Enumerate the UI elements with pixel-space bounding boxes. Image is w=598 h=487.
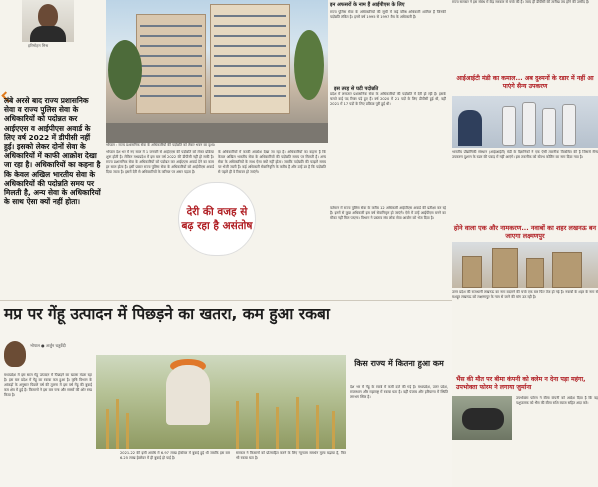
wheat-text-2: देश भर में गेंहू के रकबे में कमी दर्ज की गई है। मध्यप्रदेश, उत्तर प्रदेश, राजस्थान और महाराष्ट्र में रकबा घटा है। वहीं पंजाब और हरियाणा में स्थिति लगभग स्थिर है। xyxy=(350,385,448,399)
iit-story-text: भारतीय प्रौद्योगिकी संस्थान (आईआईटी) मंडी के वैज्ञानिकों ने एक ऐसी तकनीक विकसित की है जिससे सैन्य उपकरण दुश्मन के रडार की पकड़ में नहीं आएंगे। इस तकनीक को स्टेल्थ कोटिंग का नाम दिया गया है। xyxy=(452,150,598,159)
photo-caption: भोपाल : राज्य प्रशासनिक सेवा के अधिकारियों की पदोन्नति को लेकर भवन का दृश्य। xyxy=(106,143,216,147)
defense-photo xyxy=(452,96,598,148)
sidebar-text-1: राज्य पुलिस सेवा के अधिकारियों की सूची में कई वरिष्ठ अधिकारी शामिल हैं जिनकी पदोन्नति लंबित है। इनमें वर्ष 1995 से 1997 बैच के अधिकारी हैं। xyxy=(330,10,446,19)
state-subhead: किस राज्य में कितना हुआ कम xyxy=(354,359,444,368)
wheat-story xyxy=(0,300,452,487)
columnist-photo xyxy=(22,0,74,42)
pull-quote: लंबे अरसे बाद राज्य प्रशासनिक सेवा व राज्य पुलिस सेवा के अधिकारियों को पदोन्नत कर आईएएस व आईपीएस अवार्ड के लिए वर्ष 2022 में डीपीसी नहीं हुई। इसको लेकर दोनों सेवा के अधिकारियों में काफी आक्रोश देखा जा रहा है। अधिकारियों का कहना है कि केवल अखिल भारतीय सेवा के अधिकारियों की पदोन्नति समय पर मिलती है, अन्य सेवा के अधिकारियों के साथ ऐसा क्यों नहीं होता। xyxy=(4,96,101,207)
buffalo-story-text: उपभोक्ता फोरम ने बीमा कंपनी को आदेश दिया है कि वह पशुपालक को भैंस की बीमा राशि ब्याज सहित अदा करे। xyxy=(516,396,598,405)
wheat-headline: मप्र पर गेंहू उत्पादन में पिछड़ने का खतरा, कम हुआ रकबा xyxy=(4,305,330,323)
sidebar-subhead-2: इस तरह से घटी पदोन्नति xyxy=(334,86,379,92)
farmer-illustration xyxy=(96,355,346,449)
building-photo xyxy=(106,0,328,143)
callout-text: देरी की वजह से बढ़ रहा है असंतोष xyxy=(181,206,253,232)
reporter xyxy=(4,341,92,371)
iit-headline: आईआईटी मंडी का कमाल... अब दुश्मनों के रडार में नहीं आ पाएंगे सैन्य उपकरण xyxy=(456,75,594,90)
wheat-text-3: 2021-22 की इसी अवधि में 6.97 लाख हेक्टेयर में बुवाई हुई थी जबकि इस बार 6.25 लाख हेक्टेयर में ही बुवाई हो पाई है। xyxy=(120,451,230,460)
buffalo-headline: भैंस की मौत पर बीमा कंपनी को क्लेम न देना पड़ा महंगा, उपभोक्ता फोरम ने लगाया जुर्माना xyxy=(456,376,586,391)
lucknow-headline: होने वाला एक और नामकरण... नवाबों का शहर लखनऊ बन जाएगा लक्ष्मणपुर xyxy=(453,224,597,240)
buffalo-photo xyxy=(452,396,512,440)
sidebar-text-2: प्रदेश में लगातार प्रशासनिक सेवा के अधिकारियों की पदोन्नति में देरी हो रही है। इसके चलते कई पद रिक्त पड़े हुए हैं। वर्ष 2020 में 21 पदों के लिए डीपीसी हुई थी, वहीं 2021 में 17 पदों के लिए प्रक्रिया पूरी हुई थी। xyxy=(330,92,446,106)
lucknow-photo xyxy=(452,242,598,288)
columnist-byline: हरिमोहन मिश्र xyxy=(28,43,49,48)
sidebar-subhead-1: इन अफसरों के नाम हैं आईपीएस के लिए xyxy=(330,2,405,8)
wheat-text-1: मध्यप्रदेश में इस साल गेंहू उत्पादन में पिछड़ने का खतरा मंडरा रहा है। इस बार प्रदेश में गेंहू का रकबा कम हुआ है। कृषि विभाग के आंकड़ों के अनुसार पिछले वर्ष की तुलना में इस वर्ष गेंहू की बुवाई कम क्षेत्र में हुई है। किसानों ने इस बार चना और सरसों की ओर रुख किया है। xyxy=(4,373,92,397)
wheat-text-4: सरकार ने किसानों को प्रोत्साहित करने के लिए न्यूनतम समर्थन मूल्य बढ़ाया है, फिर भी रकबा घटा है। xyxy=(236,451,346,460)
callout-bubble xyxy=(178,182,256,256)
sidebar-column xyxy=(330,0,446,300)
avatar xyxy=(4,341,26,367)
reporter-name: भोपाल ● अर्जुन चतुर्वेदी xyxy=(30,343,66,348)
story-text-b: के अधिकारियों में काफी आक्रोश देखा जा रहा है। अधिकारियों का कहना है कि केवल अखिल भारतीय सेवा के अधिकारियों की पदोन्नति समय पर मिलती है। अन्य सेवा के अधिकारियों के साथ ऐसा क्यों नहीं होता। जबकि पदोन्नति की फाइलें समय पर भेजी जाती हैं। कई अधिकारी सेवानिवृत्ति के करीब हैं और उन्हें डर है कि पदोन्नति से पहले ही वे रिटायर हो जाएंगे। xyxy=(218,150,326,174)
right-top-text: राज्य सरकार ने इस संबंध में केंद्र सरकार से चर्चा की है। जल्द ही डीपीसी की तारीख तय होने की उम्मीद है। xyxy=(452,0,590,4)
sidebar-text-3: वर्तमान में राज्य पुलिस सेवा के करीब 12 अधिकारी आईपीएस अवार्ड की प्रतीक्षा कर रहे हैं। इनमें से कुछ अधिकारी इस वर्ष सेवानिवृत्त हो जाएंगे। ऐसे में उन्हें आईपीएस बनने का मौका नहीं मिल पाएगा। विभाग ने प्रस्ताव संघ लोक सेवा आयोग को भेज दिया है। xyxy=(330,206,446,220)
right-column xyxy=(452,0,598,487)
lucknow-story-text: उत्तर प्रदेश की राजधानी लखनऊ का नाम बदलने की चर्चा एक बार फिर तेज हो गई है। नवाबों के शहर के नाम से मशहूर लखनऊ को लक्ष्मणपुर के नाम से जाने की मांग उठ रही है। xyxy=(452,290,598,299)
story-text-a: भोपाल देश भर में नए साल में 1 जनवरी से आईएएस की पदोन्नति को लेकर प्रक्रिया शुरू होती है। लेकिन मध्यप्रदेश में इस बार वर्ष 2022 की डीपीसी नहीं हो सकी है। राज्य प्रशासनिक सेवा के अधिकारियों को पदोन्नत कर आईएएस अवार्ड देने का काम हर साल होता है। इसी प्रकार राज्य पुलिस सेवा के अधिकारियों को आईपीएस अवार्ड दिया जाता है। इसमें देरी से अधिकारियों के करियर पर असर पड़ता है। xyxy=(106,150,214,174)
left-column xyxy=(0,0,104,300)
